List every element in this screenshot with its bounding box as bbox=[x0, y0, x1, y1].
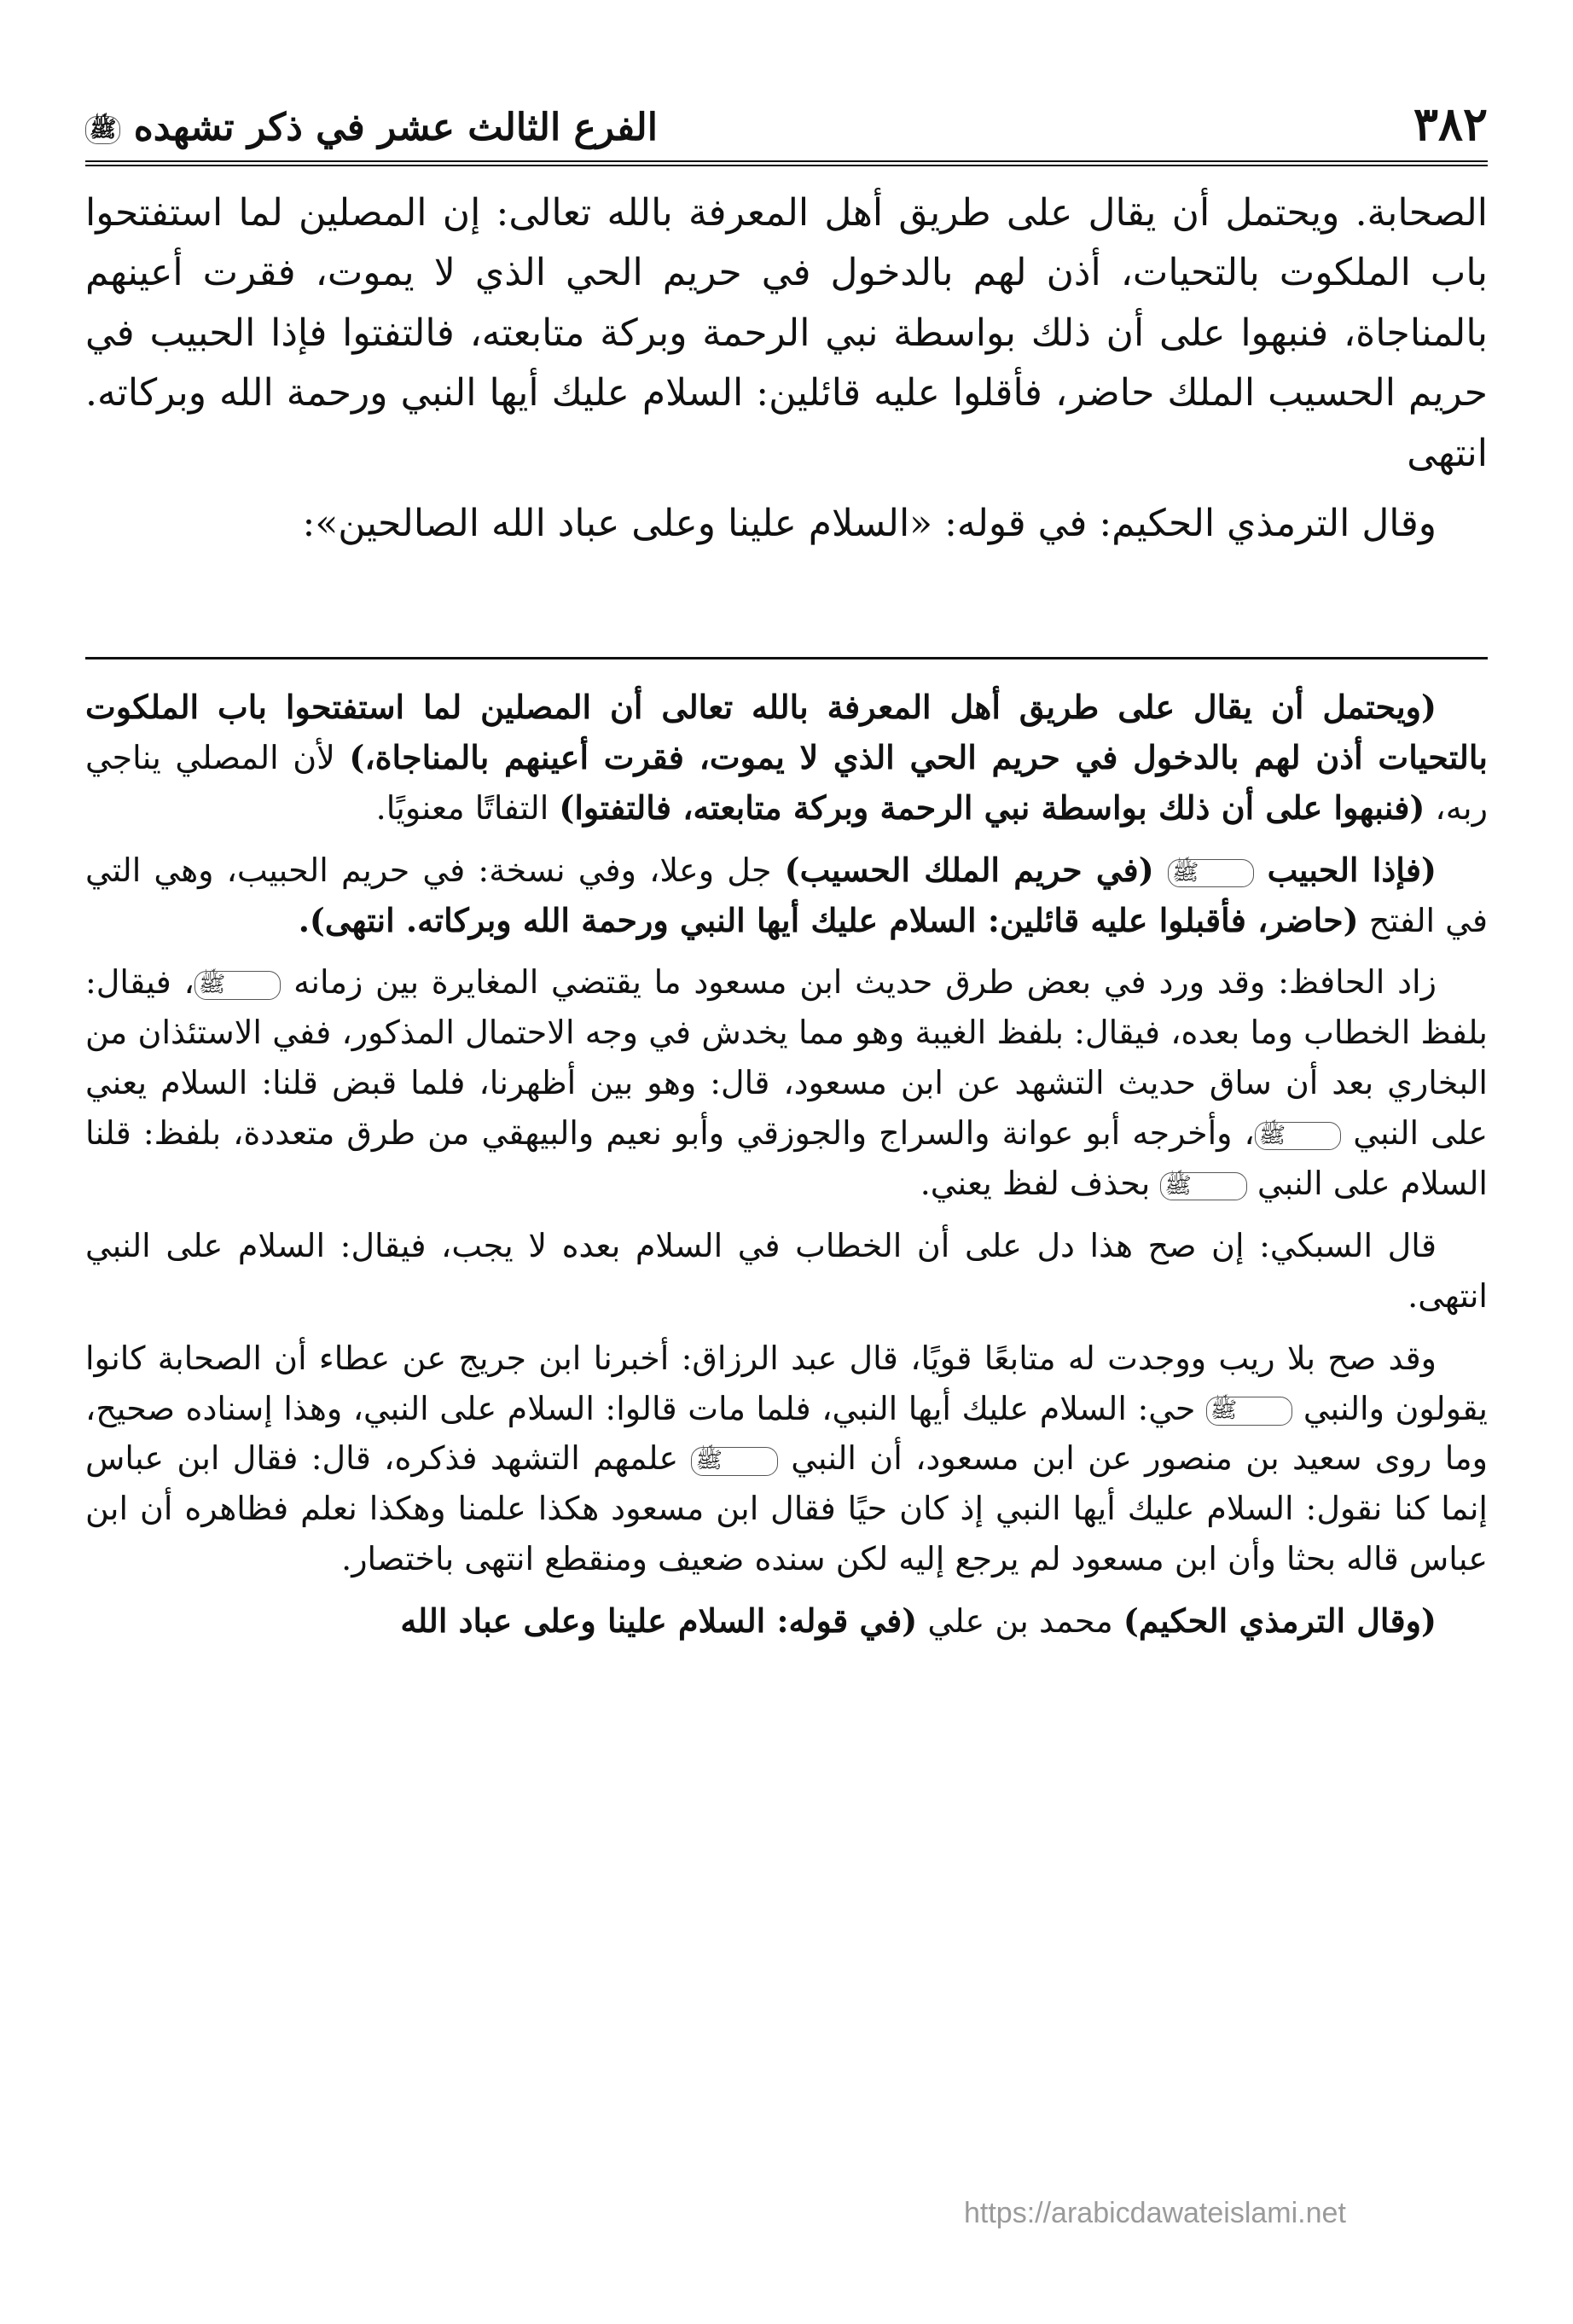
quoted-text: (وقال الترمذي الحكيم) bbox=[1123, 1601, 1437, 1641]
page-header bbox=[85, 75, 1488, 151]
honorific-icon: ﷺ bbox=[85, 116, 120, 144]
matn-text bbox=[85, 183, 1488, 554]
running-title-text: الفرع الثالث عشر في ذكر تشهده bbox=[133, 106, 658, 149]
commentary-text-run: لأن المصلي يناجي ربه، bbox=[85, 738, 1488, 827]
matn-paragraph-1: الصحابة. ويحتمل أن يقال على طريق أهل المعرفة بالله تعالى: إن المصلين لما استفتحوا باب الملكوت بالتحيات، أذن لهم بالدخول في حريم الحي الذي لا يموت، فقرت أعينهم بالمناجاة، فنبهوا على أن ذلك بواسطة نبي الرحمة وبركة متابعته، فالتفتوا فإذا الحبيب في حريم الحسيب الملك حاضر، فأقلوا عليه قائلين: السلام عليك أيها النبي ورحمة الله وبركاته. انتهى bbox=[85, 191, 1488, 475]
honorific-icon: ﷺ bbox=[194, 971, 281, 999]
quoted-text: (في قوله: السلام علينا وعلى عباد الله bbox=[400, 1601, 918, 1641]
commentary-text-run: وقد صح بلا ريب ووجدت له متابعًا قويًا، قال عبد الرزاق: أخبرنا ابن جريج عن عطاء أن الصحابة كانوا يقولون والنبي bbox=[85, 1339, 1488, 1427]
page-number: ٣٨٢ bbox=[1413, 96, 1488, 151]
commentary-paragraph-3 bbox=[85, 957, 1488, 1208]
quoted-text: (فإذا الحبيب bbox=[1267, 850, 1437, 889]
honorific-icon: ﷺ bbox=[1255, 1122, 1341, 1150]
honorific-icon: ﷺ bbox=[1168, 859, 1254, 887]
watermark: https://arabicdawateislami.net bbox=[964, 2197, 1346, 2229]
commentary-paragraph-5 bbox=[85, 1333, 1488, 1584]
commentary-paragraph-6 bbox=[85, 1596, 1488, 1647]
section-divider bbox=[85, 657, 1488, 659]
honorific-icon: ﷺ bbox=[1160, 1172, 1246, 1200]
commentary-text-run: محمد بن علي bbox=[917, 1602, 1123, 1641]
commentary-text-run: حي: السلام عليك أيها النبي، فلما مات قالوا: السلام على النبي، وهذا إسناده صحيح، وما روى سعيد بن منصور عن ابن مسعود، أن النبي bbox=[85, 1389, 1488, 1478]
commentary-text-run: جل وعلا، وفي نسخة: في حريم الحبيب، وهي التي في الفتح bbox=[85, 851, 1488, 939]
honorific-icon: ﷺ bbox=[691, 1447, 777, 1475]
commentary-text-run: زاد الحافظ: وقد ورد في بعض طرق حديث ابن مسعود ما يقتضي المغايرة بين زمانه bbox=[293, 963, 1437, 1002]
running-title bbox=[85, 106, 658, 149]
quoted-text: (حاضر، فأقبلوا عليه قائلين: السلام عليك أيها النبي ورحمة الله وبركاته. انتهى). bbox=[298, 900, 1359, 939]
quoted-text: (فنبهوا على أن ذلك بواسطة نبي الرحمة وبركة متابعته، فالتفتوا) bbox=[559, 787, 1425, 827]
commentary-paragraph-4: قال السبكي: إن صح هذا دل على أن الخطاب في السلام بعده لا يجب، فيقال: السلام على النبي انتهى. bbox=[85, 1226, 1488, 1315]
quoted-text: (في حريم الملك الحسيب) bbox=[784, 850, 1168, 889]
header-rule bbox=[85, 160, 1488, 166]
quoted-text: (ويحتمل أن يقال على طريق أهل المعرفة بالله تعالى أن المصلين لما استفتحوا باب الملكوت بالتحيات أذن لهم بالدخول في حريم الحي الذي لا يموت، فقرت أعينهم بالمناجاة،) bbox=[85, 688, 1488, 776]
honorific-icon: ﷺ bbox=[1206, 1397, 1292, 1425]
commentary-text bbox=[85, 683, 1488, 1659]
commentary-text-run: ، وأخرجه أبو عوانة والسراج والجوزقي وأبو نعيم والبيهقي من طرق متعددة، بلفظ: قلنا السلام على النبي bbox=[85, 1114, 1488, 1203]
commentary-text-run: بحذف لفظ يعني. bbox=[920, 1165, 1161, 1203]
commentary-text-run: التفاتًا معنويًا. bbox=[375, 788, 560, 827]
commentary-text-run: ، فيقال: بلفظ الخطاب وما بعده، فيقال: بلفظ الغيبة وهو مما يخدش في وجه الاحتمال المذكور، ففي الاستئذان من البخاري بعد أن ساق حديث التشهد عن ابن مسعود، قال: وهو بين أظهرنا، فلما قبض قلنا: السلام يعني على النبي bbox=[85, 963, 1488, 1153]
commentary-paragraph-2 bbox=[85, 845, 1488, 946]
commentary-paragraph-1 bbox=[85, 683, 1488, 834]
commentary-text-run: علمهم التشهد فذكره، قال: فقال ابن عباس إنما كنا نقول: السلام عليك أيها النبي إذ كان حيًا فقال ابن مسعود هكذا علمنا وهكذا نعلم فظاهره أن ابن عباس قاله بحثا وأن ابن مسعود لم يرجع إليه لكن سنده ضعيف ومنقطع انتهى باختصار. bbox=[85, 1439, 1488, 1578]
matn-paragraph-2: وقال الترمذي الحكيم: في قوله: «السلام علينا وعلى عباد الله الصالحين»: bbox=[302, 501, 1437, 545]
